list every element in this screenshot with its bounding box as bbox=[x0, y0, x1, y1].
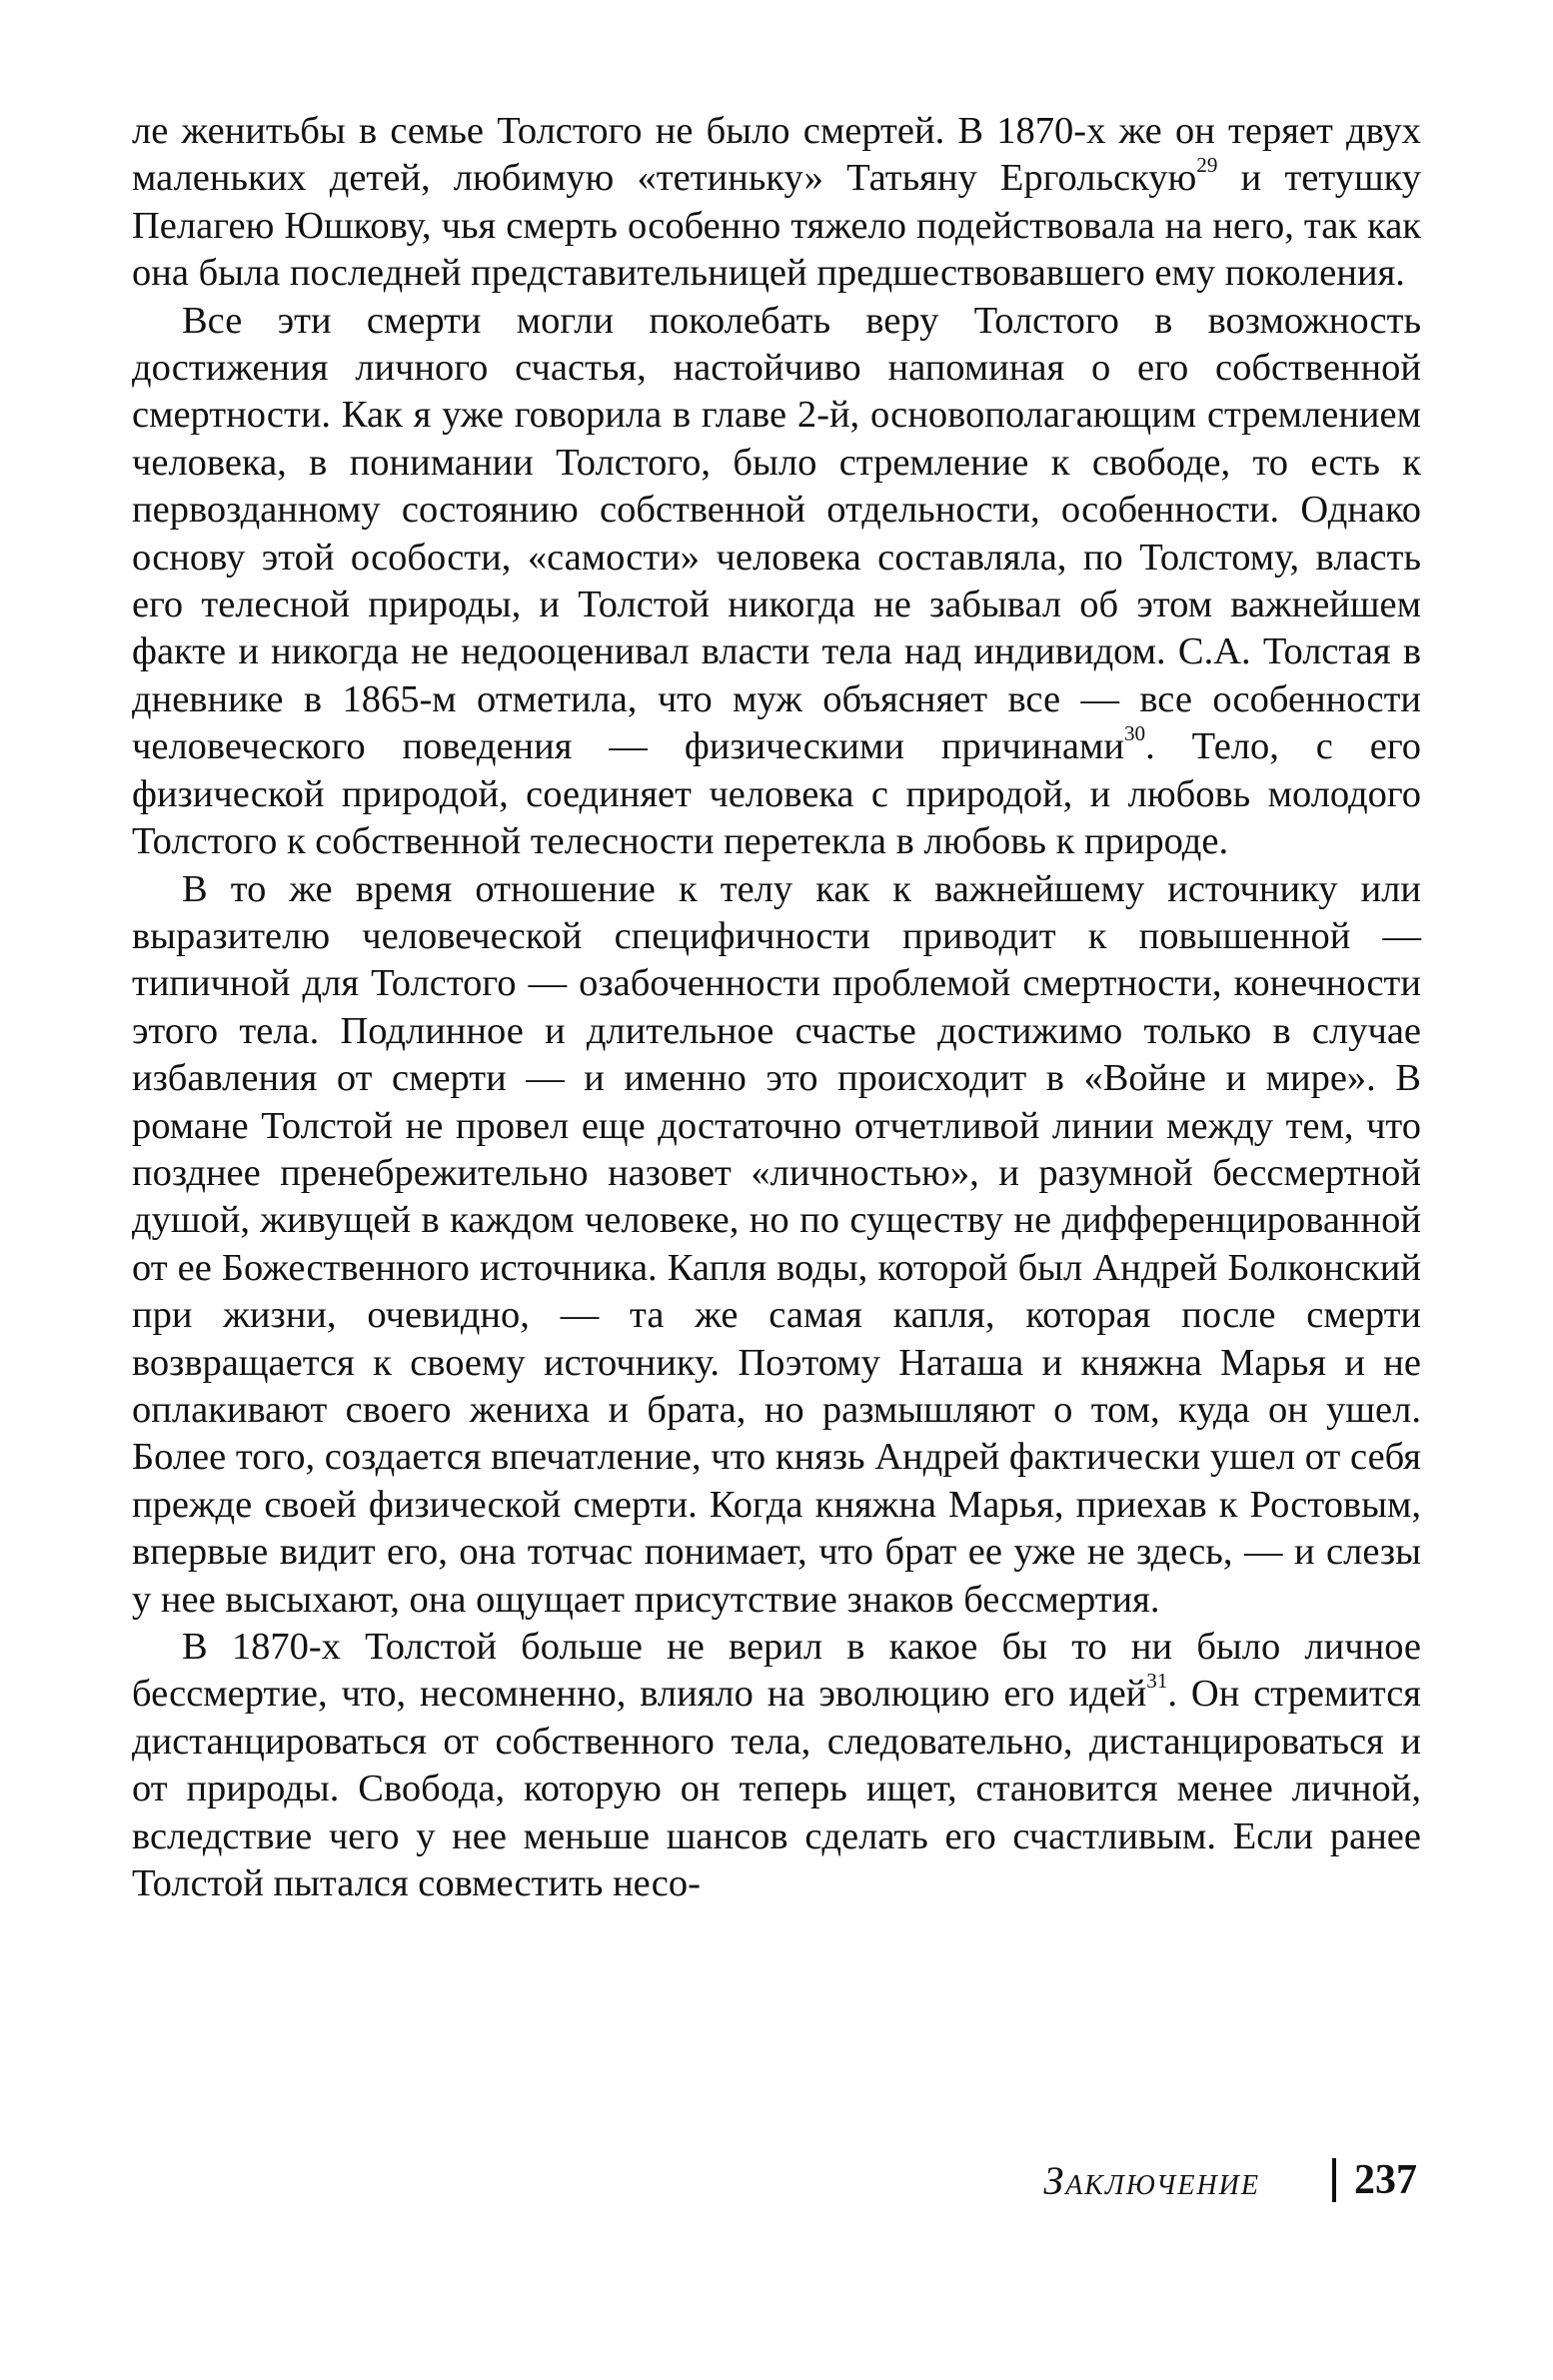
footnote-ref-30: 30 bbox=[1123, 721, 1146, 746]
paragraph-2-text-a: Все эти смерти могли поколебать веру Толстого в возможность достижения личного счастья, настойчиво напоминая о его собственной смертности. Как я уже говорила в главе 2-й, основополагающим стремлением человека, в понимании Толстого, было стремление к свободе, то есть к первозданному состоянию собственной отдельности, особенности. Однако основу этой особости, «самости» человека составляла, по Толстому, власть его телесной природы, и Толстой никогда не забывал об этом важнейшем факте и никогда не недооценивал власти тела над индивидом. С.А. Толстая в дневнике в 1865-м отметила, что муж объясняет все — все особенности человеческого поведения — физическими причинами bbox=[132, 299, 1421, 768]
paragraph-4-text-a: В 1870-х Толстой больше не верил в какое бы то ни было личное бессмертие, что, несомненно, влияло на эволюцию его идей bbox=[132, 1626, 1421, 1716]
footer-divider bbox=[1332, 2158, 1336, 2202]
paragraph-2-text-b: . Тело, с его физической природой, соединяет человека с природой, и любовь молодого Толстого к собственной телесности перетекла в любовь к природе. bbox=[132, 725, 1421, 863]
footnote-ref-29: 29 bbox=[1196, 153, 1218, 178]
paragraph-3-text: В то же время отношение к телу как к важнейшему источнику или выразителю человеческой специфичности приводит к повышенной — типичной для Толстого — озабоченности проблемой смертности, конечности этого тела. Подлинное и длительное счастье достижимо только в случае избавления от смерти — и именно это происходит в «Войне и мире». В романе Толстой не провел еще достаточно отчетливой линии между тем, что позднее пренебрежительно назовет «личностью», и разумной бессмертной душой, живущей в каждом человеке, но по существу не дифференцированной от ее Божественного источника. Капля воды, которой был Андрей Болконский при жизни, очевидно, — та же самая капля, которая после смерти возвращается к своему источнику. Поэтому Наташа и княжна Марья и не оплакивают своего жениха и брата, но размышляют о том, куда он ушел. Более того, создается впечатление, что князь Андрей фактически ушел от себя прежде своей физической смерти. Когда княжна Марья, приехав к Ростовым, впервые видит его, она тотчас понимает, что брат ее уже не здесь, — и слезы у нее высыхают, она ощущает присутствие знаков бессмертия. bbox=[132, 867, 1421, 1621]
body-text bbox=[132, 108, 1421, 1907]
paragraph-4-text-b: . Он стремится дистанцироваться от собственного тела, следовательно, дистанцироваться и от природы. Свобода, которую он теперь ищет, становится менее личной, вследствие чего у нее меньше шансов сделать его счастливым. Если ранее Толстой пытался совместить несо- bbox=[132, 1673, 1421, 1905]
paragraph-1-text-b: и тетушку Пелагею Юшкову, чья смерть особенно тяжело подействовала на него, так как она была последней представительницей предшествовавшего ему поколения. bbox=[132, 157, 1422, 295]
paragraph-4 bbox=[132, 1624, 1421, 1907]
paragraph-1-text-a: ле женитьбы в семье Толстого не было смертей. В 1870-х же он теряет двух маленьких детей, любимую «тетиньку» Татьяну Ергольскую bbox=[132, 110, 1421, 200]
page-number: 237 bbox=[1354, 2157, 1417, 2203]
footnote-ref-31: 31 bbox=[1146, 1669, 1168, 1694]
paragraph-3 bbox=[132, 866, 1421, 1625]
paragraph-2 bbox=[132, 298, 1421, 866]
page-footer bbox=[1043, 2150, 1417, 2210]
paragraph-1 bbox=[132, 108, 1421, 298]
running-head: Заключение bbox=[1043, 2157, 1260, 2203]
